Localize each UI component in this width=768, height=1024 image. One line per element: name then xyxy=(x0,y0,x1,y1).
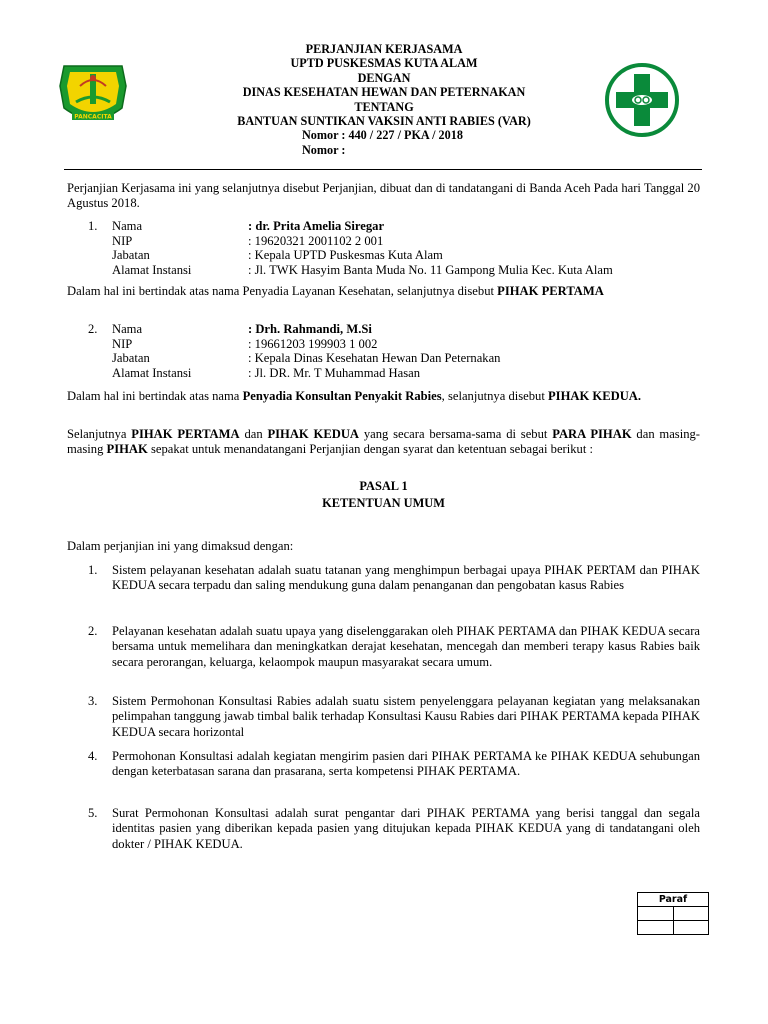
agreement-pihak-pertama: PIHAK PERTAMA xyxy=(131,427,240,441)
party-one-address-value: : Jl. TWK Hasyim Banta Muda No. 11 Gampong Mulia Kec. Kuta Alam xyxy=(248,263,613,278)
party-one-nip-value: : 19620321 2001102 2 001 xyxy=(248,233,384,248)
party-two-nip-label: NIP xyxy=(112,336,133,351)
header-party-two: DINAS KESEHATAN HEWAN DAN PETERNAKAN xyxy=(242,85,526,100)
party-two-position-label: Jabatan xyxy=(112,351,150,366)
agreement-text-g: dan masing-masing xyxy=(67,427,700,457)
paraf-label: Paraf xyxy=(638,893,709,907)
agreement-pihak-kedua: PIHAK KEDUA xyxy=(267,427,360,441)
pasal-title: PASAL 1 xyxy=(359,479,408,493)
party-one-statement xyxy=(67,284,700,299)
party-two-address-label: Alamat Instansi xyxy=(112,366,192,381)
party-one-nip-label: NIP xyxy=(112,233,133,248)
aceh-emblem-logo xyxy=(56,56,130,128)
party-two-name-label: Nama xyxy=(112,322,143,336)
agreement-para-pihak: PARA PIHAK xyxy=(552,427,632,441)
party-one-address-label: Alamat Instansi xyxy=(112,263,192,278)
definition-number: 5. xyxy=(88,806,98,820)
definition-text: Permohonan Konsultasi adalah kegiatan mengirim pasien dari PIHAK PERTAMA ke PIHAK KEDUA sehubungan dengan keterbatasan sarana dan prasarana, serta kompetensi PIHAK PERTAMA. xyxy=(112,749,700,779)
definition-text: Surat Permohonan Konsultasi adalah surat pengantar dari PIHAK PERTAMA yang berisi tanggal dan segala identitas pasien yang diberikan kepada pasien yang ditujukan kepada PIHAK KEDUA yang di tandatangani oleh dokter / PIHAK KEDUA. xyxy=(112,806,700,851)
party-one-identity xyxy=(88,219,708,278)
definition-item xyxy=(88,624,700,670)
logo-caption: PANCACITA xyxy=(74,113,112,121)
paraf-table xyxy=(637,892,709,935)
party-one-position-value: : Kepala UPTD Puskesmas Kuta Alam xyxy=(248,248,443,263)
definition-item xyxy=(88,694,700,740)
party-one-name-value: : dr. Prita Amelia Siregar xyxy=(248,219,385,233)
pihak-pertama-term: PIHAK PERTAMA xyxy=(497,284,604,298)
header-divider xyxy=(64,169,702,170)
agreement-text-a: Selanjutnya xyxy=(67,427,132,441)
party-one-number: 1. xyxy=(88,219,98,233)
definition-number: 1. xyxy=(88,563,98,577)
definition-number: 4. xyxy=(88,749,98,763)
definition-item xyxy=(88,749,700,780)
party-two-statement-join: , selanjutnya disebut xyxy=(441,389,548,403)
header-dengan: DENGAN xyxy=(357,70,411,85)
header-nomor-2: Nomor : xyxy=(302,142,346,157)
header-title: PERJANJIAN KERJASAMA xyxy=(305,42,463,56)
paraf-cell xyxy=(673,921,709,935)
party-one-statement-text: Dalam hal ini bertindak atas nama Penyadia Layanan Kesehatan, selanjutnya disebut xyxy=(67,284,498,298)
header-subject: BANTUAN SUNTIKAN VAKSIN ANTI RABIES (VAR) xyxy=(237,114,531,129)
definition-number: 2. xyxy=(88,624,98,638)
definitions-intro: Dalam perjanjian ini yang dimaksud dengan: xyxy=(67,539,294,553)
paraf-cell xyxy=(673,907,709,921)
definition-number: 3. xyxy=(88,694,98,708)
agreement-paragraph xyxy=(67,427,700,458)
party-one-name-label: Nama xyxy=(112,219,143,233)
party-two-nip-value: : 19661203 199903 1 002 xyxy=(248,336,378,351)
header-nomor-1: Nomor : 440 / 227 / PKA / 2018 xyxy=(302,128,463,143)
party-two-identity xyxy=(88,322,708,381)
party-two-position-value: : Kepala Dinas Kesehatan Hewan Dan Peternakan xyxy=(248,351,501,366)
pihak-kedua-term: PIHAK KEDUA. xyxy=(547,389,642,403)
agreement-text-c: dan xyxy=(239,427,268,441)
agreement-text-e: yang secara bersama-sama di sebut xyxy=(359,427,553,441)
definition-item xyxy=(88,806,700,852)
party-two-number: 2. xyxy=(88,322,98,336)
party-two-role: Penyadia Konsultan Penyakit Rabies xyxy=(242,389,442,403)
document-header xyxy=(120,42,648,157)
party-two-statement-text: Dalam hal ini bertindak atas nama xyxy=(67,389,243,403)
agreement-pihak: PIHAK xyxy=(106,442,148,457)
definition-text: Sistem Permohonan Konsultasi Rabies adalah suatu sistem penyelenggara pelayanan kegiatan yang melaksanakan pelimpahan tanggung jawab timbal balik terhadap Konsultasi Kausu Rabies dari PIHAK PERTAMA kepada PIHAK KEDUA secara horizontal xyxy=(112,694,700,739)
definition-text: Sistem pelayanan kesehatan adalah suatu tatanan yang menghimpun berbagai upaya PIHAK PERTAM dan PIHAK KEDUA secara terpadu dan saling mendukung guna dalam penanganan dan pengobatan kasus Rabies xyxy=(112,563,700,593)
agreement-text-i: sepakat untuk menandatangani Perjanjian dengan syarat dan ketentuan sebagai berikut : xyxy=(147,442,593,457)
party-two-address-value: : Jl. DR. Mr. T Muhammad Hasan xyxy=(248,366,420,381)
definition-item xyxy=(88,563,700,594)
header-party-one: UPTD PUSKESMAS KUTA ALAM xyxy=(290,56,478,71)
paraf-cell xyxy=(638,921,674,935)
definition-text: Pelayanan kesehatan adalah suatu upaya yang diselenggarakan oleh PIHAK PERTAMA dan PIHAK KEDUA secara bersama untuk memelihara dan meningkatkan derajat kesehatan, mencegah dan memberi terapy kasus Rabies baik secara perorangan, keluarga, kelaompok maupun masyarakat secara umum. xyxy=(112,624,700,669)
party-two-name-value: : Drh. Rahmandi, M.Si xyxy=(248,322,372,336)
intro-paragraph: Perjanjian Kerjasama ini yang selanjutnya disebut Perjanjian, dibuat dan di tandatangani di Banda Aceh Pada hari Tanggal 20 Agustus 2018. xyxy=(67,181,700,211)
party-two-statement xyxy=(67,389,700,404)
party-one-position-label: Jabatan xyxy=(112,248,150,263)
header-tentang: TENTANG xyxy=(354,99,414,114)
pasal-subtitle: KETENTUAN UMUM xyxy=(322,496,445,510)
paraf-cell xyxy=(638,907,674,921)
